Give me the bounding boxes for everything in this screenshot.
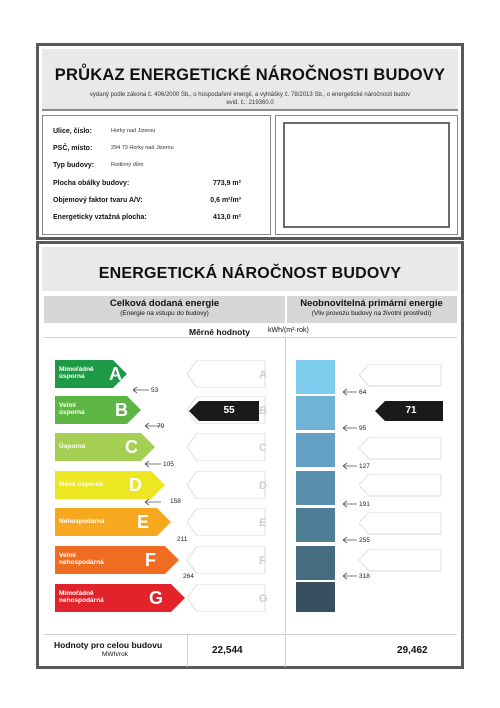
ghost-letter-d: D (259, 480, 267, 492)
ghost-arrow-g (187, 584, 267, 612)
primary-energy-total: 29,462 (397, 645, 428, 656)
certificate-header-box (36, 43, 464, 240)
right-rating-value: 71 (405, 405, 417, 416)
envelope-label: Plocha obálky budovy: (53, 180, 130, 187)
bar-segment-g (296, 582, 335, 612)
title-band (42, 49, 458, 111)
footer-separator-1 (187, 635, 188, 667)
right-threshold-ab: 64 (359, 389, 367, 396)
right-ghost-5 (359, 512, 443, 536)
right-ghost-6 (359, 549, 443, 573)
class-a-desc: Mimořádně úsporná (59, 366, 94, 380)
delivered-energy-header (44, 298, 285, 317)
right-ghost-3 (359, 437, 443, 461)
class-e-desc: Nehospodárná (59, 518, 105, 525)
whole-building-values-row (44, 634, 457, 666)
ghost-letter-b: B (259, 405, 267, 417)
ghost-letter-e: E (259, 517, 267, 529)
class-c-letter: C (125, 437, 138, 457)
type-value: Rodinný dům (111, 162, 144, 168)
bar-segment-c (296, 433, 335, 467)
primary-energy-title: Neobnovitelná primární energie (300, 298, 443, 309)
right-threshold-arrows (339, 384, 359, 584)
building-photo-placeholder (283, 122, 450, 228)
column-headers (44, 296, 457, 323)
class-f-letter: F (145, 550, 156, 570)
certificate-title: PRŮKAZ ENERGETICKÉ NÁROČNOSTI BUDOVY (54, 66, 446, 84)
bar-segment-a (296, 360, 335, 394)
class-f-desc: Velmi nehospodárná (59, 552, 104, 566)
left-threshold-ab: 53 (151, 387, 159, 394)
whole-building-unit: MWh/rok (102, 651, 128, 658)
right-threshold-cd: 127 (359, 463, 370, 470)
envelope-value: 773,9 m² (212, 180, 241, 187)
energy-title: ENERGETICKÁ NÁROČNOST BUDOVY (98, 265, 402, 282)
ghost-arrow-e (187, 508, 267, 536)
left-threshold-cd: 105 (163, 461, 174, 468)
class-c-desc: Úsporná (59, 443, 86, 450)
energy-performance-box (36, 241, 464, 669)
class-b-desc: Velmi úsporná (59, 402, 85, 416)
ghost-arrow-a (187, 360, 267, 388)
evidence-number: evid. č.: 219360.0 (226, 100, 274, 106)
ghost-letter-c: C (259, 442, 267, 454)
law-reference (42, 91, 458, 107)
right-threshold-bc: 95 (359, 425, 367, 432)
energy-title-band (42, 247, 458, 291)
left-rating-value: 55 (223, 405, 235, 416)
floor-label: Energeticky vztažná plocha: (53, 214, 147, 221)
right-ghost-1 (359, 364, 443, 388)
delivered-energy-total: 22,544 (212, 645, 243, 656)
ghost-arrow-f (187, 546, 267, 574)
ghost-letter-a: A (259, 369, 267, 381)
whole-building-label: Hodnoty pro celou budovu (54, 640, 163, 650)
class-d-desc: Méně úsporná (59, 481, 104, 488)
ghost-letter-f: F (259, 555, 266, 567)
ghost-arrow-c (187, 433, 267, 461)
unit-label: kWh/(m²·rok) (268, 327, 309, 334)
type-label: Typ budovy: (53, 162, 95, 169)
left-threshold-arrows (129, 384, 169, 584)
street-value: Horky nad Jizerou (111, 128, 156, 134)
psc-value: 294 73 Horky nad Jizerou (111, 145, 174, 151)
class-a-letter: A (109, 364, 122, 384)
horizontal-divider (44, 337, 457, 338)
class-g-desc: Mimořádně nehospodárná (59, 590, 104, 604)
right-threshold-fg: 318 (359, 573, 370, 580)
specific-values-label: Měrné hodnoty (189, 327, 250, 337)
ghost-letter-g: G (259, 593, 268, 605)
floor-value: 413,0 m² (212, 214, 241, 221)
shape-label: Objemový faktor tvaru A/V: (53, 197, 143, 204)
class-b-letter: B (115, 400, 128, 420)
footer-separator-2 (285, 635, 286, 667)
left-threshold-fg: 264 (183, 573, 194, 580)
delivered-energy-subtitle: (Energie na vstupu do budovy) (120, 310, 209, 317)
class-g-letter: G (149, 588, 164, 608)
left-threshold-de: 158 (170, 498, 181, 505)
class-e-letter: E (137, 512, 150, 532)
psc-label: PSČ, místo: (53, 145, 93, 152)
left-threshold-bc: 79 (157, 423, 165, 430)
law-text: vydaný podle zákona č. 406/2000 Sb., o hospodaření energií, a vyhlášky č. 78/2013 Sb., o energetické náročnosti budov (89, 92, 411, 98)
left-threshold-ef: 211 (177, 536, 188, 543)
bar-segment-f (296, 546, 335, 580)
bar-segment-e (296, 508, 335, 542)
right-threshold-de: 191 (359, 501, 370, 508)
street-label: Ulice, číslo: (53, 128, 92, 135)
primary-energy-subtitle: (Vliv provozu budovy na životní prostředí) (311, 310, 432, 317)
vertical-divider (285, 337, 286, 633)
bar-segment-d (296, 471, 335, 505)
building-photo-frame (275, 115, 458, 235)
primary-energy-header (286, 298, 457, 317)
ghost-arrow-d (187, 471, 267, 499)
building-info-box (42, 115, 271, 235)
shape-value: 0,6 m²/m³ (210, 197, 241, 204)
delivered-energy-title: Celková dodaná energie (109, 298, 220, 309)
bar-segment-b (296, 396, 335, 430)
right-ghost-4 (359, 474, 443, 498)
class-d-letter: D (129, 475, 142, 495)
right-threshold-ef: 255 (359, 537, 370, 544)
